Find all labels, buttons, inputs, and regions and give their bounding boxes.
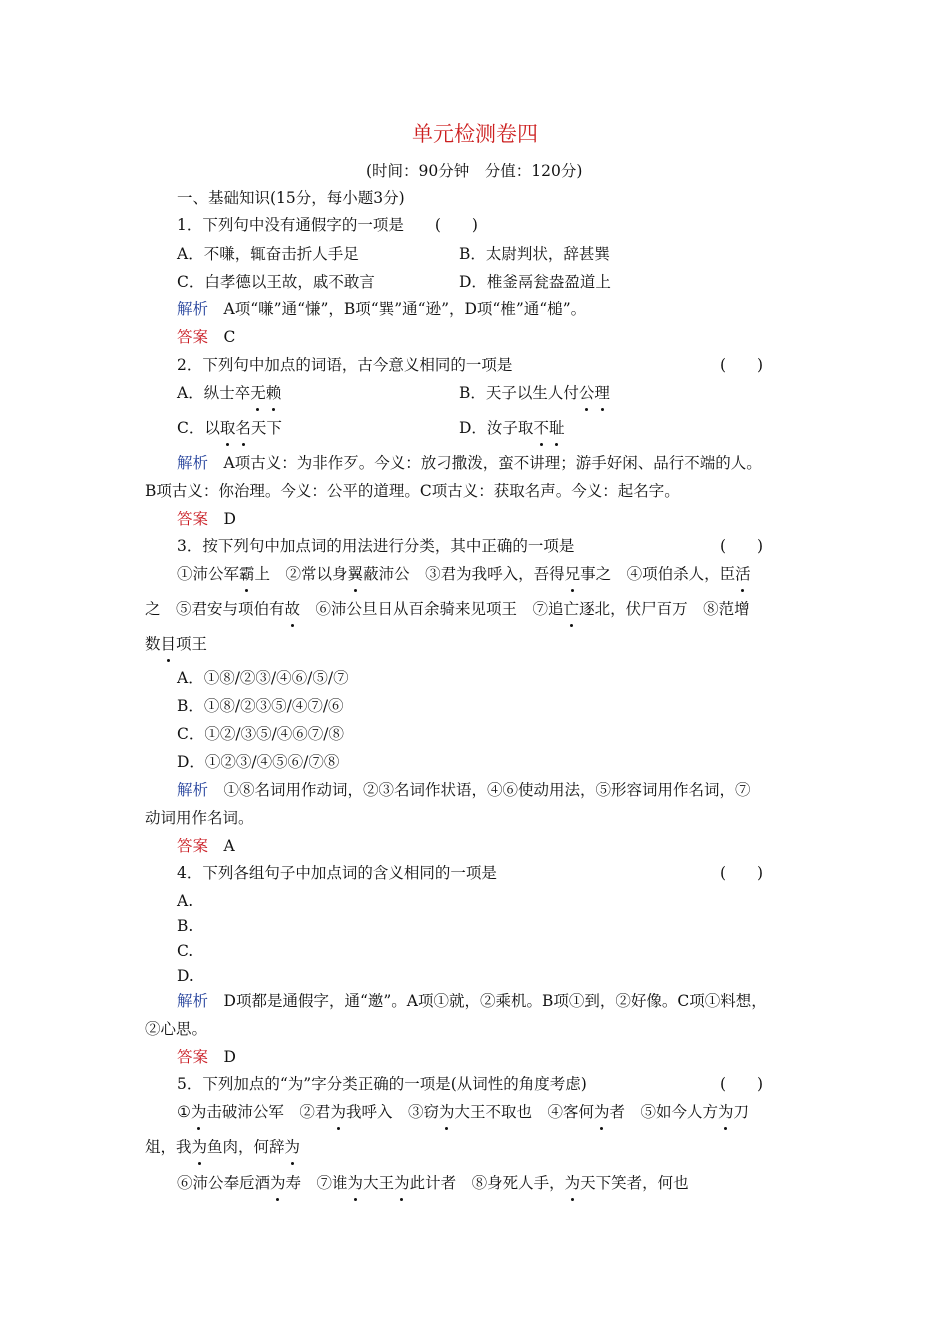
q4-analysis <box>177 990 767 1012</box>
q1-answer <box>177 326 235 348</box>
dotted-char: 为 <box>191 1138 208 1156</box>
dotted-char: 理 <box>594 384 610 402</box>
analysis-text: A项古义：为非作歹。今义：放刁撒泼，蛮不讲理；游手好闲、品行不端的人。 <box>223 454 762 472</box>
section-heading: 一、基础知识(15分，每小题3分) <box>177 189 405 207</box>
text: 之 ⑤君安与项伯有 <box>145 600 285 618</box>
answer-label: 答案 <box>177 837 209 855</box>
q2-paren: ( ) <box>720 356 764 374</box>
dotted-char: 为 <box>347 1174 364 1192</box>
dotted-char: 为 <box>594 1103 610 1121</box>
answer-label: 答案 <box>177 328 209 346</box>
dotted-char: 目 <box>160 635 177 653</box>
analysis-label: 解析 <box>177 781 209 799</box>
text: 者 ⑤如今人方 <box>609 1103 719 1121</box>
q2-stem: 2．下列句中加点的词语，古今意义相同的一项是 <box>177 356 513 374</box>
q4-option-c: C. <box>177 942 194 960</box>
q1-analysis <box>177 298 586 320</box>
text: 逐北，伏尸百万 ⑧范增 <box>579 600 750 618</box>
text: ① <box>177 1103 191 1121</box>
text: 大王 <box>363 1174 395 1192</box>
dotted-char: 兄 <box>564 565 581 583</box>
dotted-char: 名 <box>235 419 251 437</box>
text: 项王 <box>176 635 208 653</box>
q3-sentences-line3 <box>145 633 207 655</box>
dotted-char: 无 <box>250 384 266 402</box>
text: A．纵士卒 <box>177 384 251 402</box>
q3-answer <box>177 835 235 857</box>
q5-sentences-line2 <box>145 1136 300 1158</box>
q3-analysis-cont: 动词用作名词。 <box>145 809 254 827</box>
q4-analysis-cont: ②心思。 <box>145 1020 208 1038</box>
text: 俎，我 <box>145 1138 192 1156</box>
text: 天下笑者，何也 <box>580 1174 689 1192</box>
q1-option-a: A．不嗛，辄奋击折人手足 <box>177 245 359 263</box>
text: ⑥沛公旦日从百余骑来见项王 ⑦追 <box>300 600 564 618</box>
q4-answer <box>177 1046 236 1068</box>
analysis-label: 解析 <box>177 992 209 1010</box>
text: ⑥沛公奉卮酒 <box>177 1174 271 1192</box>
q5-sentences-line3 <box>177 1172 689 1194</box>
q2-option-c <box>177 417 282 439</box>
q3-sentences-line1 <box>177 563 751 585</box>
q2-analysis-cont: B项古义：你治理。今义：公平的道理。C项古义：获取名声。今义：起名字。 <box>145 482 680 500</box>
q5-stem: 5．下列加点的“为”字分类正确的一项是(从词性的角度考虑) <box>177 1075 587 1093</box>
dotted-char: 翼 <box>347 565 364 583</box>
analysis-label: 解析 <box>177 300 209 318</box>
q2-analysis <box>177 452 762 474</box>
answer-label: 答案 <box>177 1048 209 1066</box>
dotted-char: 为 <box>394 1174 410 1192</box>
dotted-char: 亡 <box>563 600 580 618</box>
q5-sentences-line1 <box>177 1101 749 1123</box>
q4-option-d: D. <box>177 967 194 985</box>
q4-option-a: A. <box>177 892 194 910</box>
text: 数 <box>145 635 161 653</box>
dotted-char: 活 <box>735 565 751 583</box>
analysis-text: A项“嗛”通“慊”，B项“巽”通“逊”，D项“椎”通“槌”。 <box>223 300 587 318</box>
q4-option-b: B. <box>177 917 194 935</box>
text: D．汝子取 <box>459 419 534 437</box>
dotted-char: 为 <box>438 1103 455 1121</box>
answer-value: D <box>223 1048 236 1066</box>
q1-option-c: C．白孝德以王故，戚不敢言 <box>177 273 375 291</box>
text: 事之 ④项伯杀人，臣 <box>580 565 736 583</box>
q2-option-d <box>459 417 564 439</box>
dotted-char: 不 <box>533 419 549 437</box>
q2-option-b <box>459 382 610 404</box>
text: 上 ②常以身 <box>254 565 348 583</box>
text: 大王不取也 ④客何 <box>454 1103 594 1121</box>
q1-option-d: D．椎釜鬲瓮盎盈道上 <box>459 273 611 291</box>
text: B．天子以生人付 <box>459 384 579 402</box>
answer-value: A <box>223 837 235 855</box>
dotted-char: 公 <box>578 384 595 402</box>
dotted-char: 耻 <box>548 419 565 437</box>
text: 天下 <box>250 419 282 437</box>
q1-stem: 1．下列句中没有通假字的一项是 ( ) <box>177 216 478 234</box>
dotted-char: 故 <box>284 600 301 618</box>
q5-paren: ( ) <box>720 1075 764 1093</box>
q3-option-c: C．①②/③⑤/④⑥⑦/⑧ <box>177 725 345 743</box>
text: 我呼入 ③窃 <box>345 1103 439 1121</box>
text: 寿 ⑦谁 <box>285 1174 348 1192</box>
page-title: 单元检测卷四 <box>412 122 538 146</box>
dotted-char: 取 <box>219 419 236 437</box>
analysis-text: ①⑧名词用作动词，②③名词作状语，④⑥使动用法，⑤形容词用作名词，⑦ <box>223 781 751 799</box>
q1-option-b: B．太尉判状，辞甚巽 <box>459 245 610 263</box>
q3-stem: 3．按下列句中加点词的用法进行分类，其中正确的一项是 <box>177 537 575 555</box>
dotted-char: 为 <box>330 1103 346 1121</box>
dotted-char: 为 <box>284 1138 301 1156</box>
q3-option-d: D．①②③/④⑤⑥/⑦⑧ <box>177 753 340 771</box>
text: 鱼肉，何辞 <box>207 1138 285 1156</box>
text: C．以 <box>177 419 220 437</box>
q3-paren: ( ) <box>720 537 764 555</box>
dotted-char: 霸 <box>239 565 255 583</box>
answer-label: 答案 <box>177 510 209 528</box>
q3-analysis <box>177 779 751 801</box>
q3-option-b: B．①⑧/②③⑤/④⑦/⑥ <box>177 697 344 715</box>
analysis-label: 解析 <box>177 454 209 472</box>
q4-stem: 4．下列各组句子中加点词的含义相同的一项是 <box>177 864 497 882</box>
dotted-char: 为 <box>270 1174 286 1192</box>
text: 刀 <box>733 1103 750 1121</box>
text: 击破沛公军 ②君 <box>206 1103 331 1121</box>
dotted-char: 为 <box>190 1103 207 1121</box>
dotted-char: 为 <box>718 1103 734 1121</box>
q3-sentences-line2 <box>145 598 750 620</box>
q2-answer <box>177 508 236 530</box>
answer-value: C <box>223 328 236 346</box>
text: 此计者 ⑧身死人手， <box>409 1174 565 1192</box>
q2-option-a <box>177 382 281 404</box>
q3-option-a: A．①⑧/②③/④⑥/⑤/⑦ <box>177 669 349 687</box>
q4-paren: ( ) <box>720 864 764 882</box>
text: ①沛公军 <box>177 565 240 583</box>
subtitle: (时间：90分钟 分值：120分) <box>366 162 583 180</box>
answer-value: D <box>223 510 236 528</box>
dotted-char: 赖 <box>265 384 282 402</box>
text: 蔽沛公 ③君为我呼入，吾得 <box>363 565 565 583</box>
dotted-char: 为 <box>564 1174 581 1192</box>
analysis-text: D项都是通假字，通“邀”。A项①就，②乘机。B项①到，②好像。C项①料想， <box>223 992 767 1010</box>
